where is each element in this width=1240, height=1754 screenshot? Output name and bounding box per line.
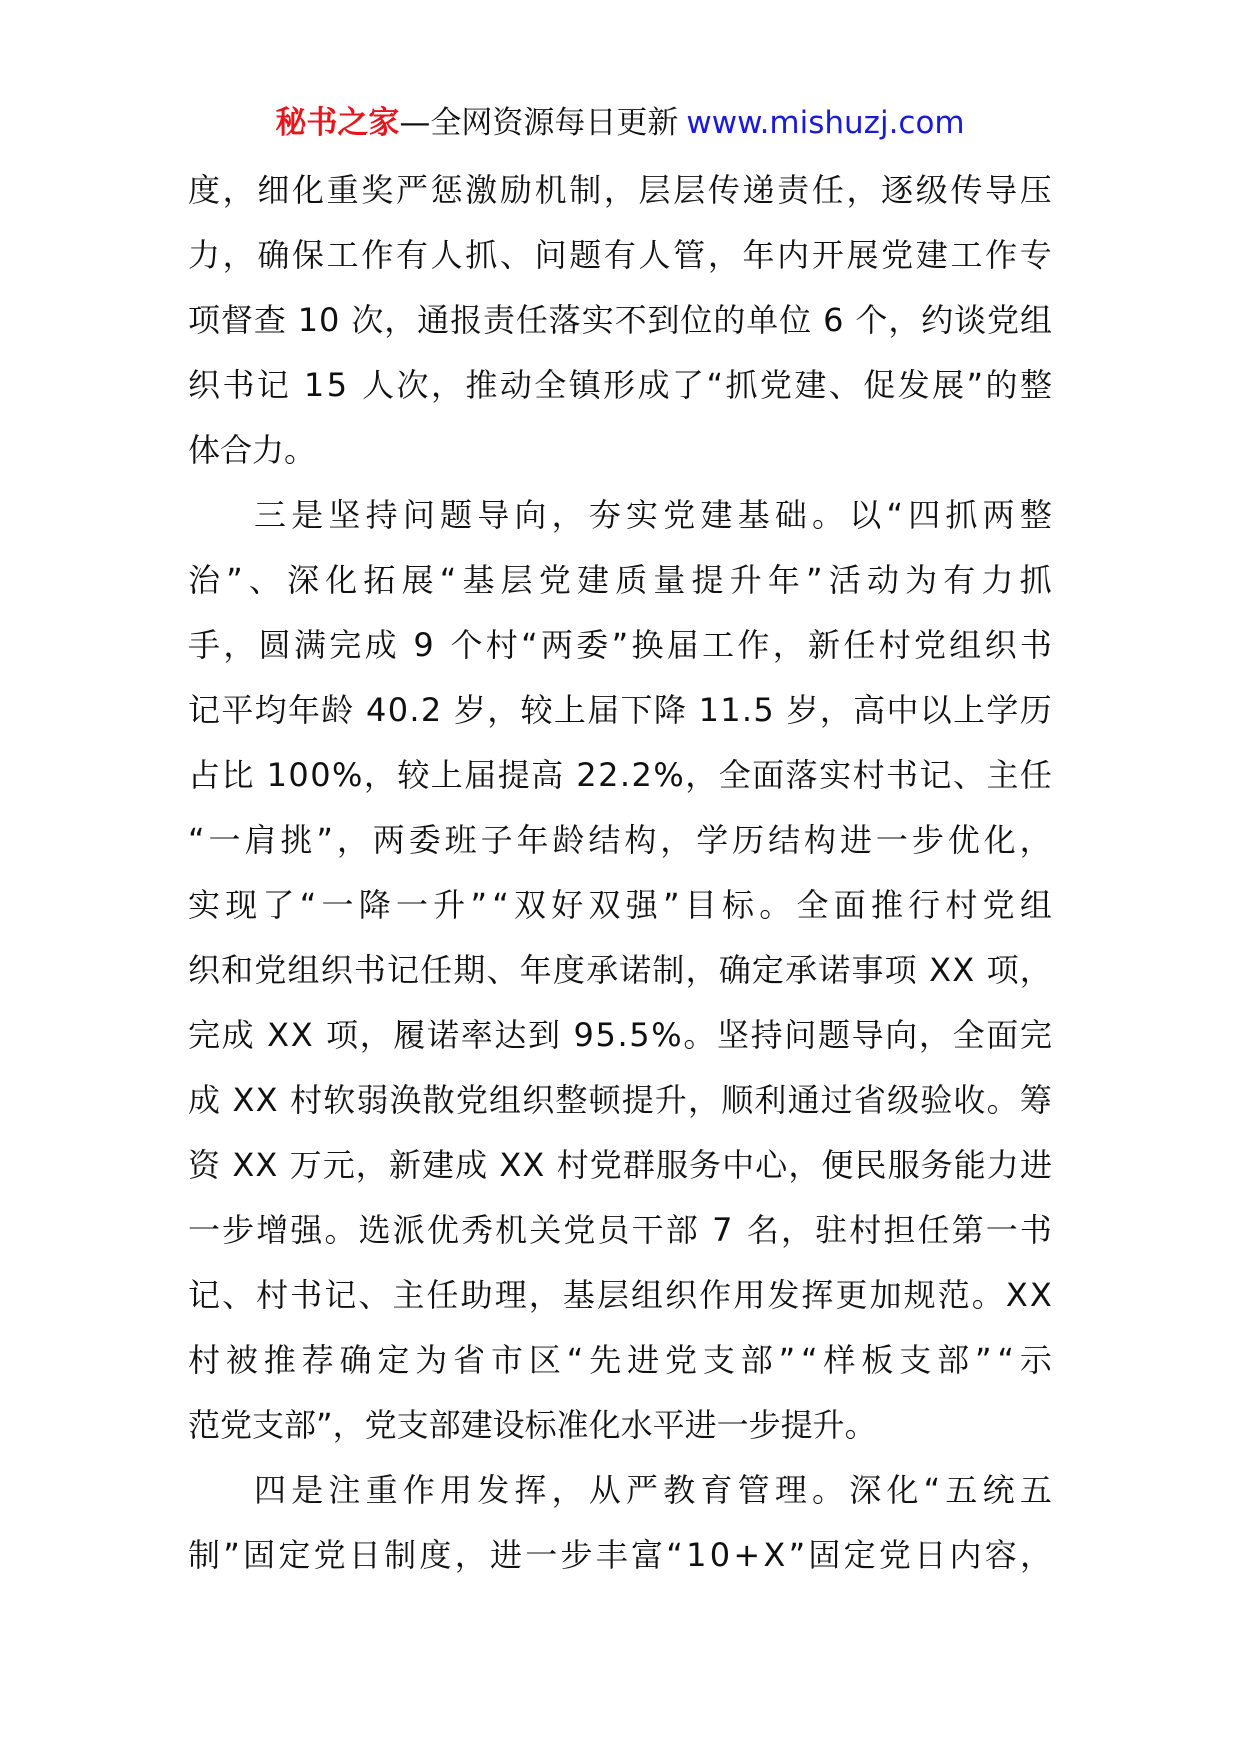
text-line: 占 比 1 0 0 % ， 较 上 届 提 高 2 2 . 2 % ， 全 面 落 实 村 书 记 、 主 任 xyxy=(188,756,1052,794)
text-line: 一 步 增 强 。 选 派 优 秀 机 关 党 员 干 部 7 名 ， 驻 村 担 任 第 一 书 xyxy=(188,1211,1052,1249)
text-line: 村 被 推 荐 确 定 为 省 市 区 “ 先 进 党 支 部 ” “ 样 板 支 部 ” “ 示 xyxy=(188,1341,1052,1379)
text-line: 手 ， 圆 满 完 成 9 个 村 “ 两 委 ” 换 届 工 作 ， 新 任 村 党 组 织 书 xyxy=(188,626,1052,664)
site-slogan: —全网资源每日更新 xyxy=(399,105,679,141)
text-line: 织 书 记 1 5 人 次 ， 推 动 全 镇 形 成 了 “ 抓 党 建 、 促 发 展 ” 的 整 xyxy=(188,366,1052,404)
text-line: 度 ， 细 化 重 奖 严 惩 激 励 机 制 ， 层 层 传 递 责 任 ， 逐 级 传 导 压 xyxy=(188,171,1052,209)
site-header xyxy=(0,102,1240,144)
text-line: 体合力。 xyxy=(188,431,317,469)
brand-name: 秘书之家 xyxy=(275,105,400,141)
text-line: 记 平 均 年 龄 4 0 . 2 岁 ， 较 上 届 下 降 1 1 . 5 岁 ， 高 中 以 上 学 历 xyxy=(188,691,1052,729)
text-line: 三 是 坚 持 问 题 导 向 ， 夯 实 党 建 基 础 。 以 “ 四 抓 两 整 xyxy=(254,496,1052,534)
text-line: 范党支部”，党支部建设标准化水平进一步提升。 xyxy=(188,1406,877,1444)
document-body xyxy=(188,158,1052,1588)
text-line: 记 、 村 书 记 、 主 任 助 理 ， 基 层 组 织 作 用 发 挥 更 加 规 范 。 X X xyxy=(188,1276,1052,1314)
text-line: 四 是 注 重 作 用 发 挥 ， 从 严 教 育 管 理 。 深 化 “ 五 统 五 xyxy=(254,1471,1052,1509)
text-line: 完 成 X X 项 ， 履 诺 率 达 到 9 5 . 5 % 。 坚 持 问 题 导 向 ， 全 面 完 xyxy=(188,1016,1052,1054)
text-line: 力 ， 确 保 工 作 有 人 抓 、 问 题 有 人 管 ， 年 内 开 展 党 建 工 作 专 xyxy=(188,236,1052,274)
text-line: 制 ” 固 定 党 日 制 度 ， 进 一 步 丰 富 “ 1 0 + X ” 固 定 党 日 内 容 ， xyxy=(188,1536,1052,1574)
text-line: 织 和 党 组 织 书 记 任 期 、 年 度 承 诺 制 ， 确 定 承 诺 事 项 X X 项 ， xyxy=(188,951,1052,989)
site-url[interactable]: www.mishuzj.com xyxy=(686,105,965,141)
text-line: 资 X X 万 元 ， 新 建 成 X X 村 党 群 服 务 中 心 ， 便 民 服 务 能 力 进 xyxy=(188,1146,1052,1184)
text-line: 成 X X 村 软 弱 涣 散 党 组 织 整 顿 提 升 ， 顺 利 通 过 省 级 验 收 。 筹 xyxy=(188,1081,1052,1119)
text-line: “ 一 肩 挑 ” ， 两 委 班 子 年 龄 结 构 ， 学 历 结 构 进 一 步 优 化 ， xyxy=(188,821,1052,859)
text-line: 治 ” 、 深 化 拓 展 “ 基 层 党 建 质 量 提 升 年 ” 活 动 为 有 力 抓 xyxy=(188,561,1052,599)
text-line: 项 督 查 1 0 次 ， 通 报 责 任 落 实 不 到 位 的 单 位 6 个 ， 约 谈 党 组 xyxy=(188,301,1052,339)
text-line: 实 现 了 “ 一 降 一 升 ” “ 双 好 双 强 ” 目 标 。 全 面 推 行 村 党 组 xyxy=(188,886,1052,924)
